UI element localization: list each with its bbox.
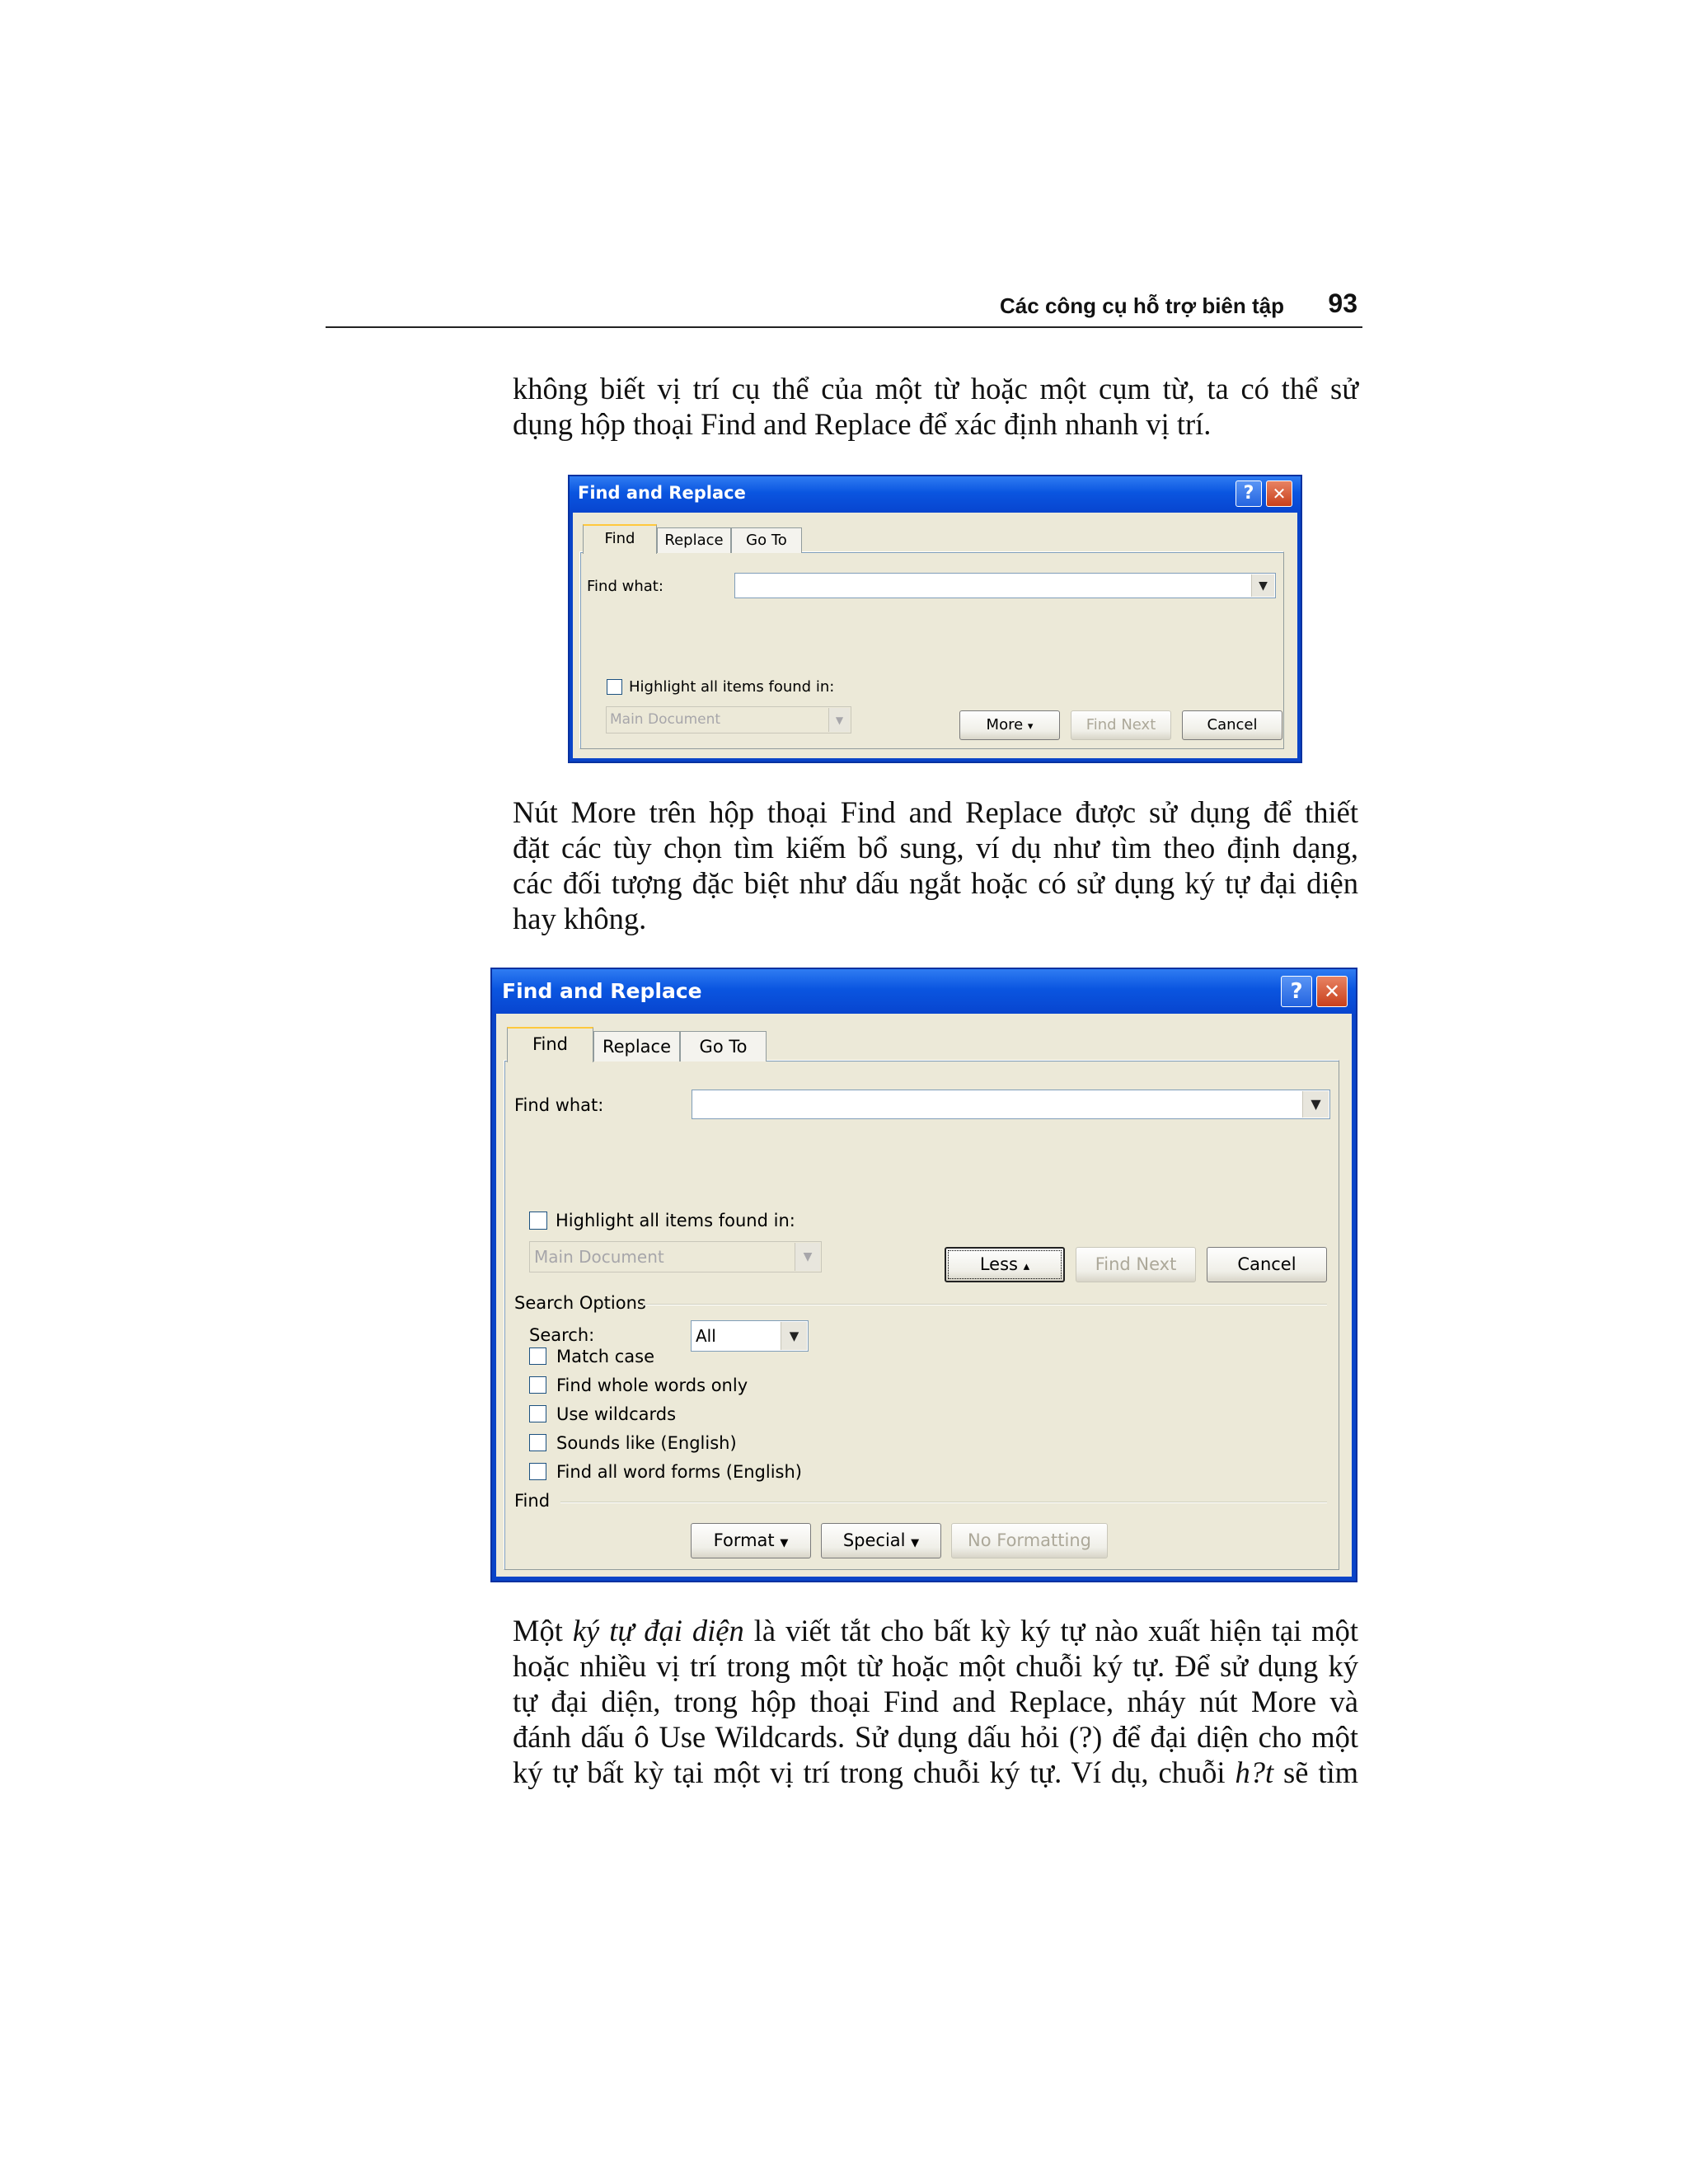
dialog-title: Find and Replace (578, 483, 746, 503)
wildcard-paragraph (513, 1613, 1358, 1790)
running-header (326, 290, 1362, 328)
find-group-label: Find (514, 1491, 551, 1511)
tab-label: Go To (746, 532, 787, 549)
highlight-target-combo[interactable] (606, 706, 851, 733)
dialog-client (496, 1014, 1352, 1577)
highlight-target-value: Main Document (534, 1247, 664, 1267)
chevron-down-icon[interactable]: ▼ (828, 708, 850, 732)
find-replace-dialog-small (568, 475, 1302, 763)
close-button[interactable]: ✕ (1316, 976, 1348, 1007)
find-next-button[interactable]: Find Next (1076, 1247, 1196, 1282)
tab-replace[interactable] (593, 1031, 680, 1062)
wildcard-line: đánh dấu ô Use Wildcards. Sử dụng dấu hỏi (?) để đại diện cho một (513, 1720, 1358, 1754)
use-wildcards-label: Use wildcards (556, 1404, 677, 1424)
more-label: More (986, 716, 1024, 733)
highlight-label: Highlight all items found in: (556, 1211, 795, 1230)
no-formatting-button[interactable]: No Formatting (951, 1523, 1108, 1558)
double-chevron-down-icon: ▾ (1027, 720, 1034, 733)
highlight-label: Highlight all items found in: (629, 678, 835, 696)
double-chevron-up-icon: ▴ (1023, 1258, 1030, 1273)
find-what-combo[interactable] (692, 1090, 1330, 1119)
dialog-client (573, 513, 1297, 758)
page-number: 93 (1328, 288, 1357, 318)
use-wildcards-checkbox[interactable] (529, 1405, 546, 1422)
tab-label: Go To (699, 1037, 748, 1057)
tab-label: Find (532, 1034, 569, 1054)
caret-down-icon: ▼ (780, 1537, 789, 1549)
text-run: ký tự bất kỳ tại một vị trí trong chuỗi ký tự. Ví dụ, chuỗi (513, 1755, 1236, 1789)
chevron-down-icon[interactable]: ▼ (781, 1322, 807, 1350)
term-emphasis: ký tự đại diện (572, 1614, 744, 1647)
chevron-down-icon[interactable]: ▼ (1251, 574, 1274, 597)
find-replace-dialog-large (490, 968, 1357, 1582)
wildcard-line: tự đại diện, trong hộp thoại Find and Replace, nháy nút More và (513, 1685, 1358, 1718)
whole-words-label: Find whole words only (556, 1376, 748, 1395)
dialog-title: Find and Replace (502, 979, 702, 1003)
title-bar (492, 969, 1356, 1014)
wildcard-line: hoặc nhiều vị trí trong một từ hoặc một chuỗi ký tự. Để sử dụng ký (513, 1649, 1358, 1683)
search-options-label: Search Options (514, 1293, 646, 1313)
running-title: Các công cụ hỗ trợ biên tập (1000, 293, 1284, 318)
group-divider (643, 1304, 1327, 1305)
wildcard-line (513, 1755, 1358, 1790)
intro-paragraph (513, 371, 1358, 442)
match-case-checkbox[interactable] (529, 1347, 546, 1365)
intro-line: dụng hộp thoại Find and Replace để xác định nhanh vị trí. (513, 407, 1212, 441)
close-button[interactable]: ✕ (1266, 480, 1292, 507)
tab-goto[interactable] (680, 1031, 767, 1062)
cancel-button[interactable]: Cancel (1182, 710, 1282, 740)
text-run: sẽ tìm (1273, 1755, 1358, 1789)
more-line: Nút More trên hộp thoại Find and Replace được sử dụng để thiết (513, 795, 1358, 829)
find-what-combo[interactable] (734, 573, 1276, 598)
caret-down-icon: ▼ (911, 1537, 920, 1549)
chevron-down-icon[interactable]: ▼ (1302, 1091, 1329, 1118)
text-run: Một (513, 1614, 573, 1647)
word-forms-label: Find all word forms (English) (556, 1462, 802, 1482)
highlight-checkbox[interactable] (607, 679, 622, 695)
find-what-label: Find what: (514, 1095, 604, 1115)
word-forms-checkbox[interactable] (529, 1463, 546, 1480)
title-bar (570, 476, 1301, 513)
tab-label: Replace (664, 532, 724, 549)
tab-label: Find (604, 530, 635, 547)
cancel-button[interactable]: Cancel (1207, 1247, 1327, 1282)
less-label: Less (979, 1254, 1018, 1274)
help-button[interactable]: ? (1236, 480, 1262, 507)
format-button[interactable] (691, 1523, 811, 1558)
intro-line: không biết vị trí cụ thể của một từ hoặc một cụm từ, ta có thể sử (513, 372, 1358, 405)
group-divider (560, 1502, 1327, 1503)
tab-label: Replace (602, 1037, 672, 1057)
help-button[interactable]: ? (1281, 976, 1312, 1007)
special-label: Special (842, 1530, 906, 1550)
search-label: Search: (529, 1325, 595, 1345)
highlight-target-combo[interactable] (529, 1241, 822, 1272)
tab-panel (504, 1060, 1339, 1570)
tab-goto[interactable] (731, 527, 802, 553)
more-line: các đối tượng đặc biệt như dấu ngắt hoặc có sử dụng ký tự đại diện (513, 866, 1358, 900)
more-line: hay không. (513, 902, 647, 935)
sounds-like-label: Sounds like (English) (556, 1433, 737, 1453)
whole-words-checkbox[interactable] (529, 1376, 546, 1394)
text-run: là viết tắt cho bất kỳ ký tự nào xuất hiện tại một (743, 1614, 1359, 1647)
chevron-down-icon[interactable]: ▼ (795, 1243, 820, 1271)
more-paragraph (513, 794, 1358, 936)
more-button[interactable] (959, 710, 1060, 740)
tab-find[interactable] (583, 524, 657, 554)
find-next-button[interactable]: Find Next (1071, 710, 1171, 740)
special-button[interactable] (821, 1523, 941, 1558)
format-label: Format (713, 1530, 775, 1550)
sounds-like-checkbox[interactable] (529, 1434, 546, 1451)
less-button[interactable] (945, 1247, 1065, 1282)
tab-find[interactable] (507, 1027, 593, 1062)
more-line: đặt các tùy chọn tìm kiếm bổ sung, ví dụ như tìm theo định dạng, (513, 831, 1358, 865)
find-what-label: Find what: (587, 578, 663, 595)
search-direction-value: All (696, 1326, 716, 1346)
search-direction-combo[interactable] (691, 1320, 809, 1352)
highlight-checkbox[interactable] (529, 1212, 547, 1230)
example-emphasis: h?t (1235, 1755, 1274, 1789)
highlight-target-value: Main Document (610, 711, 721, 728)
match-case-label: Match case (556, 1347, 655, 1366)
wildcard-line (513, 1613, 1358, 1648)
tab-replace[interactable] (657, 527, 731, 553)
